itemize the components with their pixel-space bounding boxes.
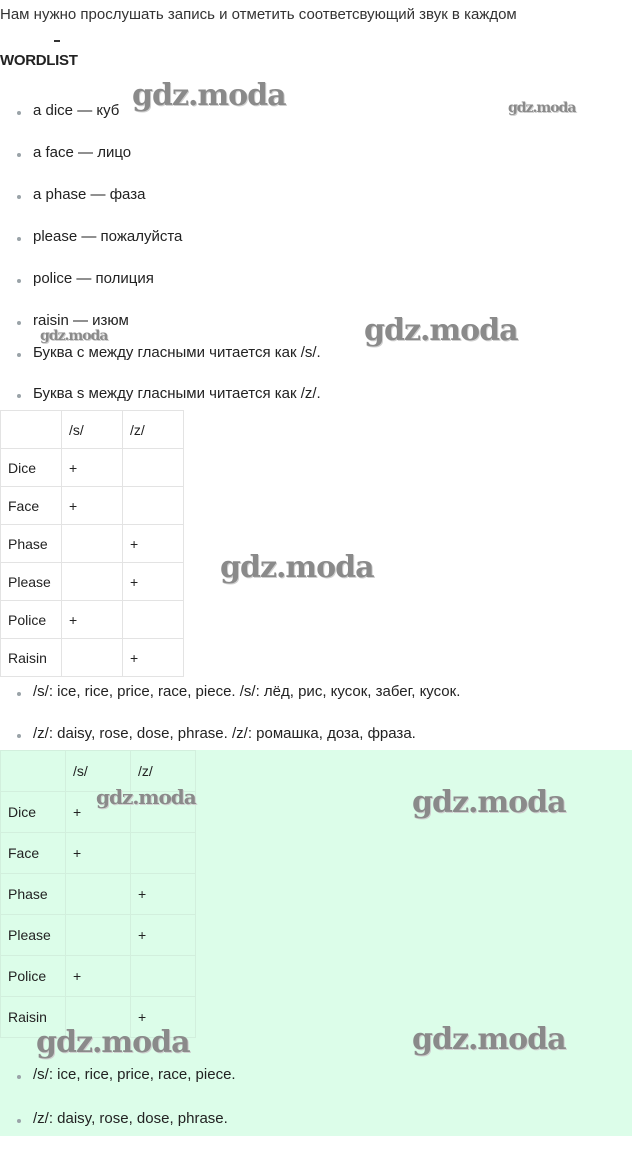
list-item: /s/: ice, rice, price, race, piece. /s/: лёд, рис, кусок, забег, кусок. [33,683,461,700]
watermark: gdz.moda [220,550,374,585]
table-cell: + [66,956,131,997]
table-cell [66,874,131,915]
table-cell [123,601,184,639]
list-item: Буква c между гласными читается как /s/. [33,344,321,361]
sound-table [0,410,184,677]
list-item: /s/: ice, rice, price, race, piece. [33,1066,236,1083]
watermark: gdz.moda [508,100,576,116]
table-header-cell: /z/ [123,411,184,449]
table-cell: + [123,563,184,601]
table-header-cell: /z/ [131,751,196,792]
table-row [1,915,196,956]
table-header-cell [1,411,62,449]
list-item: please — пожалуйста [33,228,183,245]
table-cell: + [131,915,196,956]
table-row [1,874,196,915]
table-row [1,525,184,563]
list-item: /z/: daisy, rose, dose, phrase. [33,1110,228,1127]
table-cell [131,956,196,997]
table-cell: + [62,601,123,639]
table-cell: Dice [1,449,62,487]
table-cell [123,449,184,487]
table-cell: Face [1,487,62,525]
table-row [1,487,184,525]
table-header-cell [1,751,66,792]
table-cell: + [131,997,196,1038]
table-cell: Phase [1,874,66,915]
watermark: gdz.moda [412,1022,566,1057]
table-row [1,601,184,639]
list-item: a phase — фаза [33,186,146,203]
table-cell: Please [1,915,66,956]
table-cell: + [123,639,184,677]
table-cell [66,915,131,956]
table-cell [62,525,123,563]
watermark: gdz.moda [364,313,518,348]
table-cell [131,833,196,874]
wordlist-heading: WORDLIST [0,52,78,69]
list-item: police — полиция [33,270,154,287]
list-item: a dice — куб [33,102,120,119]
table-cell: + [131,874,196,915]
list-item: /z/: daisy, rose, dose, phrase. /z/: ромашка, доза, фраза. [33,725,416,742]
table-cell: Please [1,563,62,601]
table-row [1,563,184,601]
table-row [1,639,184,677]
table-cell: + [66,833,131,874]
table-cell: Dice [1,792,66,833]
table-cell: Phase [1,525,62,563]
watermark: gdz.moda [36,1025,190,1060]
table-header-cell: /s/ [62,411,123,449]
table-row [1,833,196,874]
table-cell: Face [1,833,66,874]
list-item: a face — лицо [33,144,132,161]
list-item: raisin — изюм [33,312,129,329]
table-cell: + [62,449,123,487]
decorative-dash [54,40,60,42]
table-cell [62,563,123,601]
table-header-cell: /s/ [66,751,131,792]
table-cell: Raisin [1,639,62,677]
watermark: gdz.moda [96,785,196,809]
table-cell: + [66,792,131,833]
table-cell: + [62,487,123,525]
watermark: gdz.moda [40,328,108,344]
table-row [1,956,196,997]
list-item: Буква s между гласными читается как /z/. [33,385,321,402]
table-header-row [1,411,184,449]
table-cell [62,639,123,677]
table-cell: Raisin [1,997,66,1038]
table-cell [123,487,184,525]
intro-text: Нам нужно прослушать запись и отметить соответсвующий звук в каждом [0,6,517,23]
table-cell: Police [1,601,62,639]
table-row [1,449,184,487]
watermark: gdz.moda [132,78,286,113]
table-cell: Police [1,956,66,997]
watermark: gdz.moda [412,785,566,820]
table-cell: + [123,525,184,563]
